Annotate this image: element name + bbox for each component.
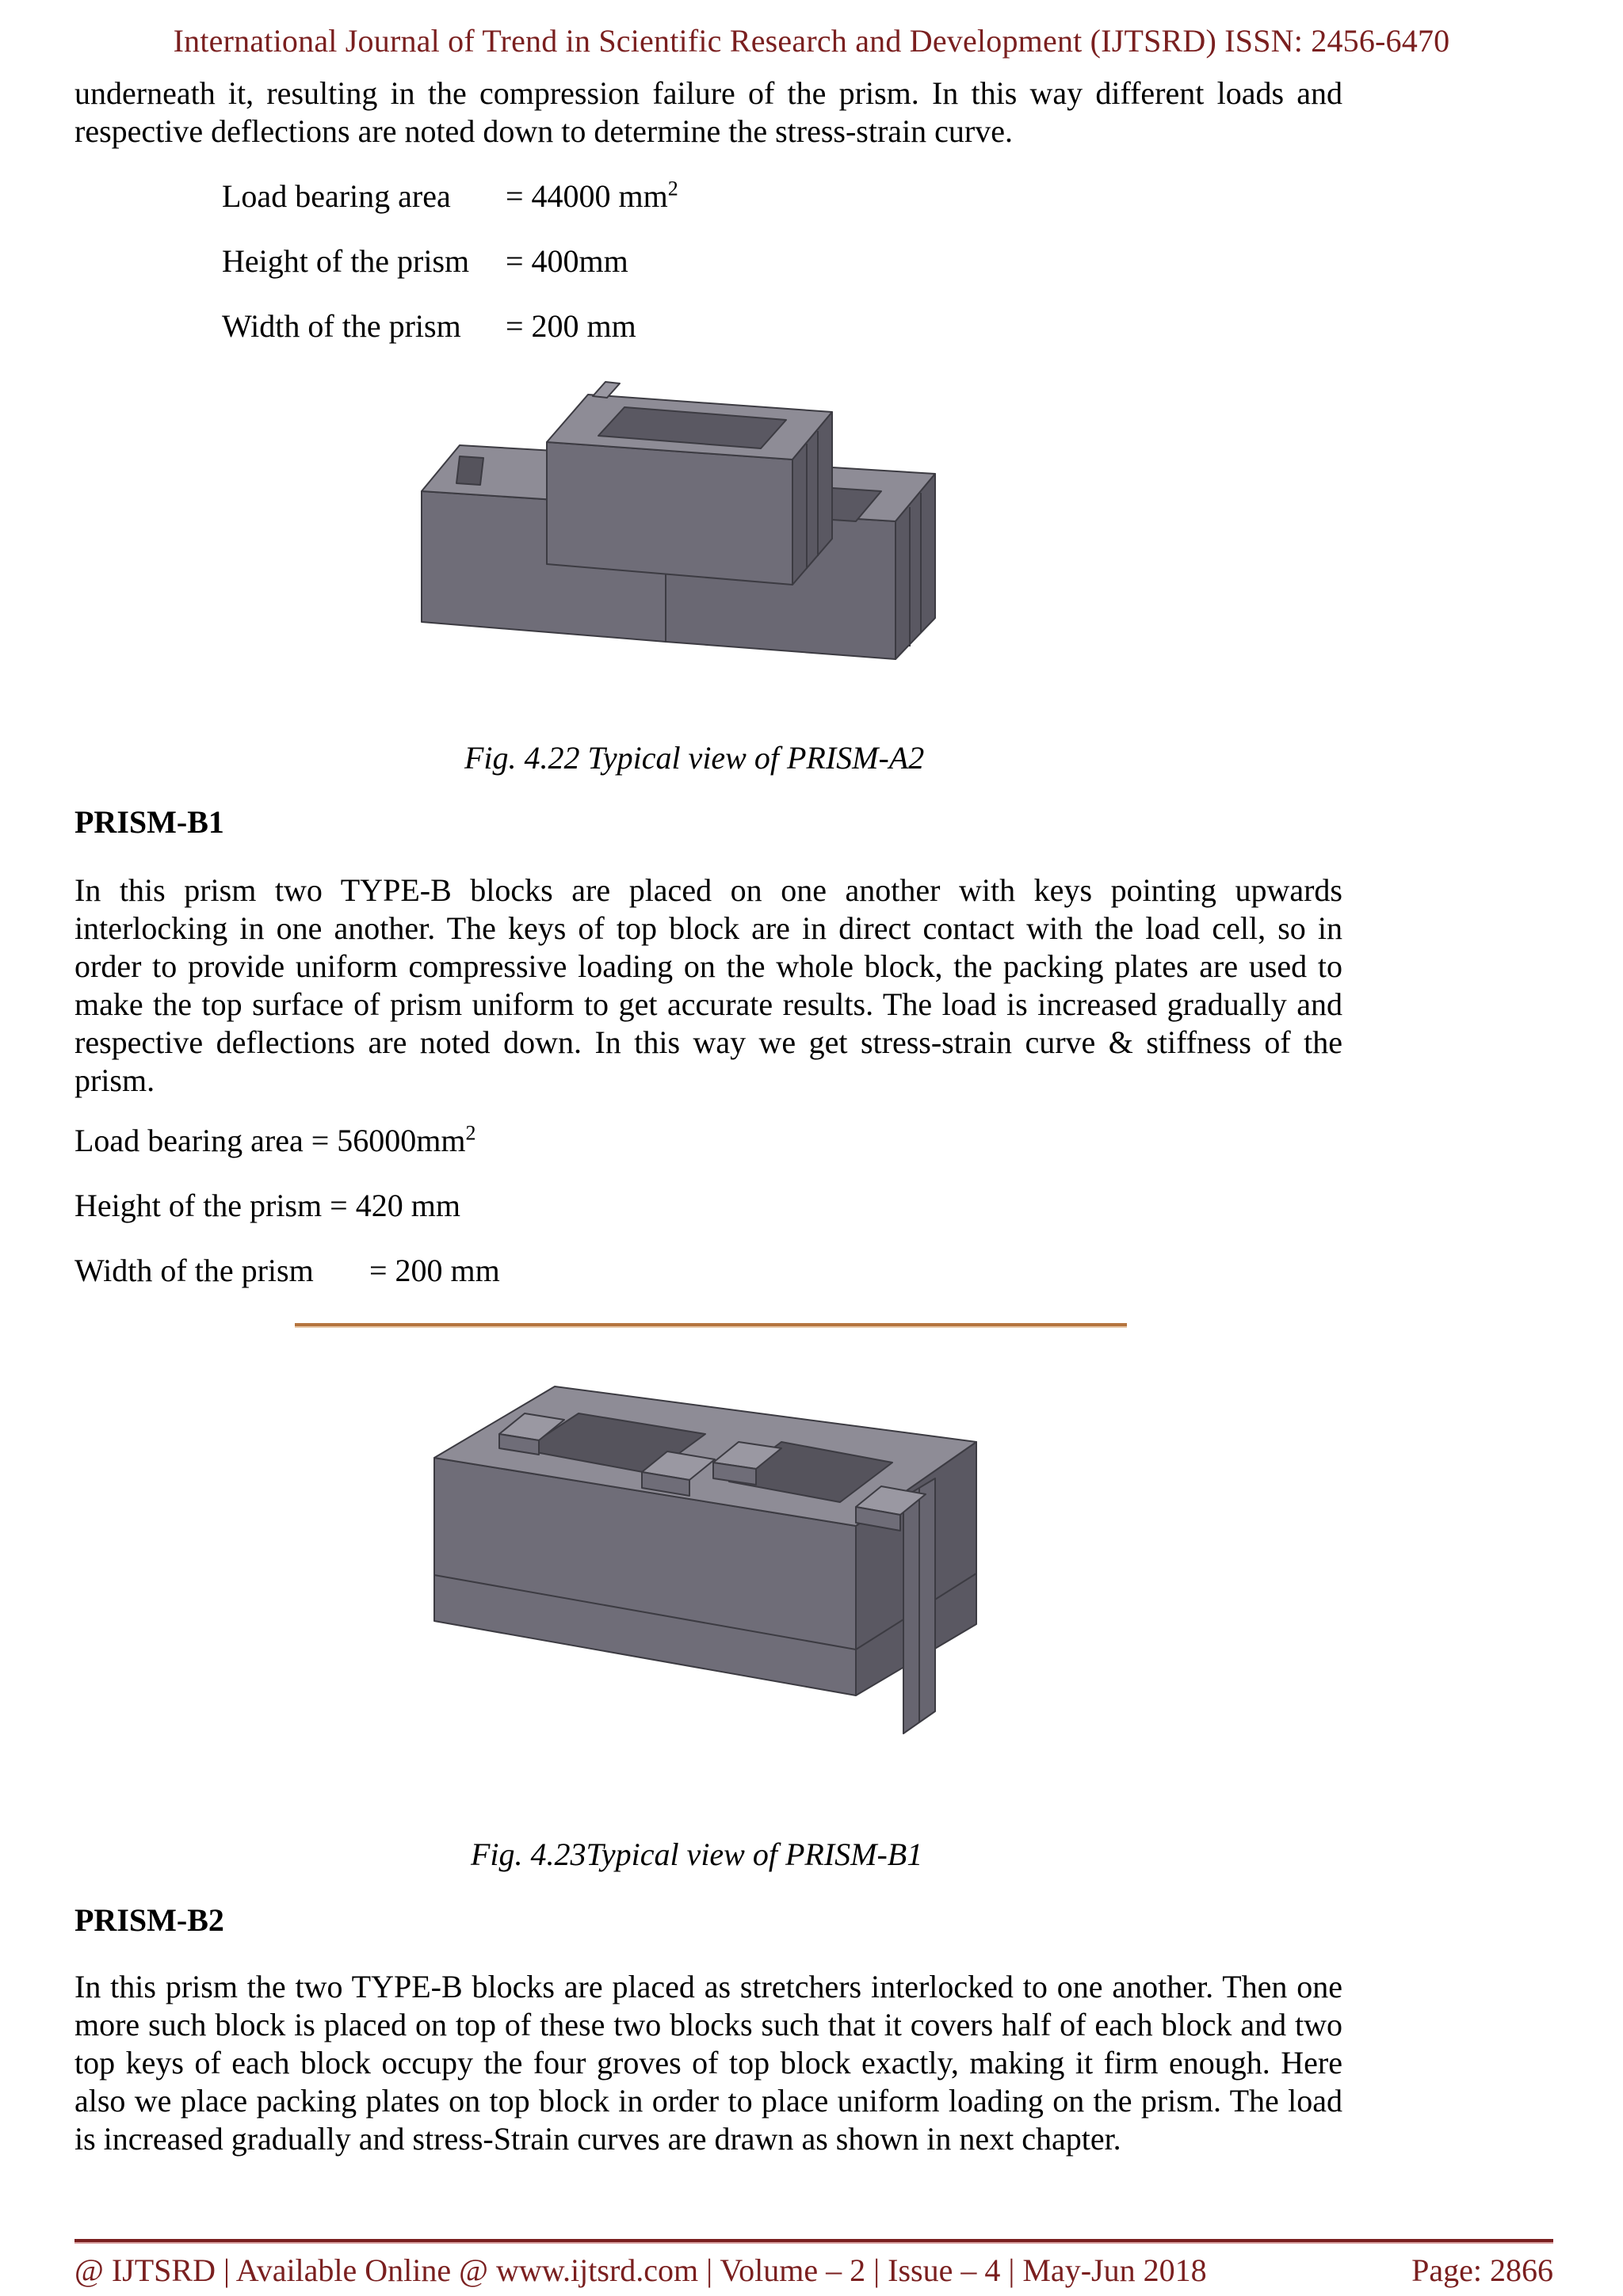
- spec-value: = 44000 mm: [506, 178, 668, 214]
- spec-value: = 400mm: [506, 243, 628, 279]
- heading-prism-b2: PRISM-B2: [74, 1902, 224, 1938]
- spec-label: Width of the prism: [222, 308, 461, 344]
- figure-caption-b1: Fig. 4.23Typical view of PRISM-B1: [471, 1836, 923, 1872]
- spec-text: Load bearing area = 56000mm: [74, 1123, 466, 1158]
- intro-paragraph: underneath it, resulting in the compression failure of the prism. In this way different loads and respective deflections are noted down to determine the stress-strain curve.: [74, 75, 1342, 149]
- prism-b1-paragraph: In this prism two TYPE-B blocks are placed on one another with keys pointing upwards interlocking in one another. The keys of top block are in direct contact with the load cell, so in order to provide uniform compressive loading on the whole block, the packing plates are used to make the top surface of prism uniform to get accurate results. The load is increased gradually and respective deflections are noted down. In this way we get stress-strain curve & stiffness of the prism.: [74, 872, 1342, 1098]
- horizontal-divider: [295, 1323, 1127, 1328]
- spec-text: Height of the prism = 420 mm: [74, 1188, 460, 1223]
- spec-area-b1: [74, 1122, 476, 1160]
- spec-width-a2: [222, 307, 636, 345]
- spec-value: = 200 mm: [506, 308, 636, 344]
- spec-height-b1: [74, 1187, 460, 1225]
- spec-height-a2: [222, 242, 628, 280]
- heading-prism-b1: PRISM-B1: [74, 804, 224, 840]
- superscript: 2: [465, 1121, 476, 1145]
- footer-info: @ IJTSRD | Available Online @ www.ijtsrd.com | Volume – 2 | Issue – 4 | May-Jun 2018: [74, 2252, 1207, 2288]
- spec-label: Height of the prism: [222, 243, 470, 279]
- superscript: 2: [667, 177, 678, 200]
- prism-b1-figure: [428, 1363, 999, 1775]
- spec-value: = 200 mm: [369, 1253, 500, 1288]
- prism-a2-figure: [412, 380, 983, 673]
- page-number: Page: 2866: [1411, 2252, 1553, 2288]
- spec-label: Width of the prism: [74, 1253, 314, 1288]
- spec-label: Load bearing area: [222, 178, 451, 214]
- prism-b2-paragraph: In this prism the two TYPE-B blocks are placed as stretchers interlocked to one another. Then one more such block is placed on top of these two blocks such that it covers half of each block and two top keys of each block occupy the four groves of top block exactly, making it firm enough. Here also we place packing plates on top block in order to place uniform loading on the prism. The load is increased gradually and stress-Strain curves are drawn as shown in next chapter.: [74, 1969, 1342, 2157]
- spec-area-a2: [222, 177, 678, 215]
- spec-width-b1: [74, 1252, 500, 1290]
- footer-rule: [74, 2239, 1553, 2244]
- journal-header: International Journal of Trend in Scientific Research and Development (IJTSRD) ISSN: 2456-6470: [173, 23, 1450, 59]
- figure-caption-a2: Fig. 4.22 Typical view of PRISM-A2: [464, 740, 925, 776]
